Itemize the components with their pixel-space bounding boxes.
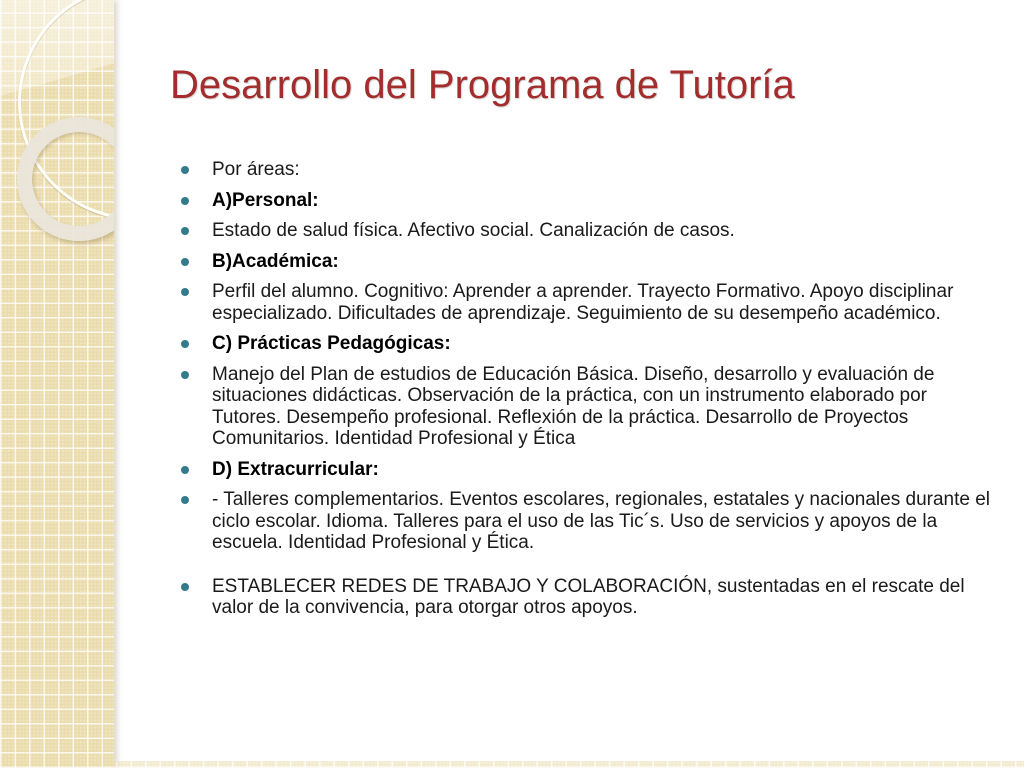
- list-item: [179, 251, 994, 273]
- bottom-border-strip: [0, 761, 1024, 768]
- bullet-icon: [181, 288, 189, 296]
- bullet-list: [179, 159, 994, 619]
- list-item: [179, 333, 994, 355]
- decorative-sidebar: [0, 0, 114, 768]
- list-item: [179, 576, 994, 619]
- list-item-text: B)Académica:: [212, 250, 339, 272]
- list-item-text: Por áreas:: [212, 159, 300, 180]
- list-item-text: Manejo del Plan de estudios de Educación Básica. Diseño, desarrollo y evaluación de situaciones didácticas. Observación de la práctica, con un instrumento elaborado por Tutores. Desempeño profesional. Reflexión de la práctica. Desarrollo de Proyectos Comunitarios. Identidad Profesional y Ética: [212, 363, 935, 449]
- bullet-icon: [181, 583, 189, 591]
- list-item-text: Perfil del alumno. Cognitivo: Aprender a aprender. Trayecto Formativo. Apoyo disciplinar especializado. Dificultades de aprendizaje. Seguimiento de su desempeño académico.: [212, 281, 954, 324]
- bullet-icon: [181, 340, 189, 348]
- list-item: [179, 190, 994, 212]
- list-item: [179, 281, 994, 324]
- list-item: [179, 220, 994, 242]
- list-item-text: Estado de salud física. Afectivo social. Canalización de casos.: [212, 220, 735, 241]
- list-item-text: ESTABLECER REDES DE TRABAJO Y COLABORACIÓN, sustentadas en el rescate del valor de la convivencia, para otorgar otros apoyos.: [212, 575, 965, 618]
- list-item: [179, 489, 994, 554]
- bullet-icon: [181, 197, 189, 205]
- list-item-text: D) Extracurricular:: [212, 458, 379, 480]
- list-item: [179, 159, 994, 181]
- bullet-icon: [181, 227, 189, 235]
- bullet-icon: [181, 371, 189, 379]
- slide-title: Desarrollo del Programa de Tutoría: [170, 63, 795, 107]
- slide-content: [114, 0, 1024, 768]
- bullet-icon: [181, 466, 189, 474]
- list-item-text: - Talleres complementarios. Eventos escolares, regionales, estatales y nacionales durante el ciclo escolar. Idioma. Talleres para el uso de las Tic´s. Uso de servicios y apoyos de la escuela. Identidad Profesional y Ética.: [212, 489, 991, 553]
- bullet-icon: [181, 258, 189, 266]
- list-item: [179, 459, 994, 481]
- list-item: [179, 364, 994, 450]
- list-item-text: C) Prácticas Pedagógicas:: [212, 333, 451, 354]
- bullet-icon: [181, 166, 189, 174]
- bullet-icon: [181, 496, 189, 504]
- list-item-text: A)Personal:: [212, 189, 319, 211]
